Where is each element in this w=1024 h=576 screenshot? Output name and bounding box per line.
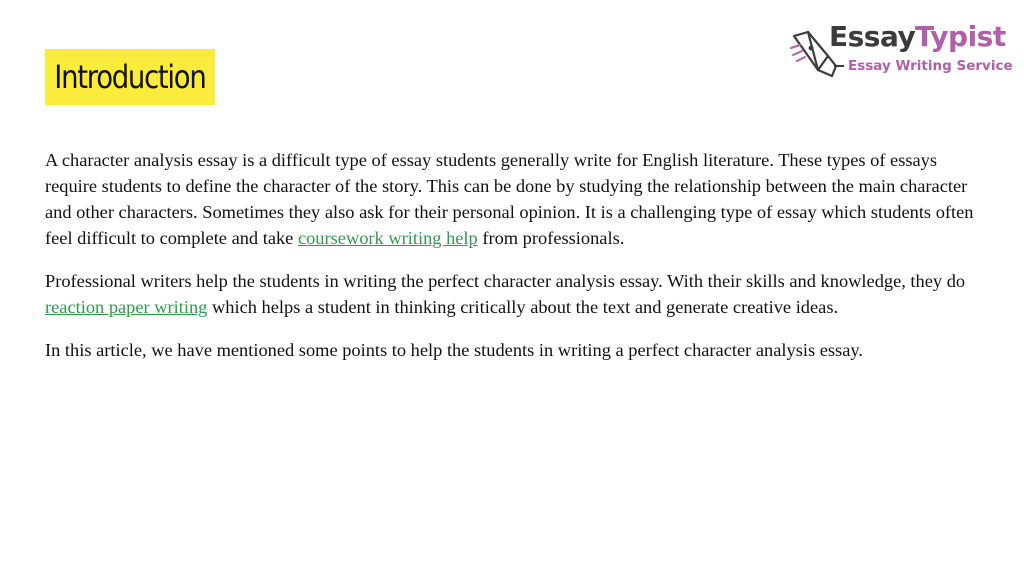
logo-dash [834,65,844,70]
paragraph-writers-text: Professional writers help the students in writing the perfect character analysis essay. With their skills and knowledge, they do [45,271,966,291]
paragraph-writers-tail: which helps a student in thinking critically about the text and generate creative ideas. [207,297,839,317]
paragraph-intro-text: A character analysis essay is a difficult type of essay students generally write for English literature. These types of essays require students to define the character of the story. This can be done by studying the relationship between the main character and other characters. Sometimes they also ask for their personal opinion. It is a challenging type of essay which students often feel difficult to complete and take [45,150,974,248]
logo-word-typist: Typist [915,20,1006,53]
title-highlight [45,49,215,105]
paragraph-article [45,337,990,363]
logo-word-essay: Essay [829,20,916,53]
logo-tagline: Essay Writing Service [848,58,1013,74]
brand-logo[interactable] [788,20,1013,80]
coursework-writing-help-link[interactable]: coursework writing help [297,228,478,248]
paragraph-intro [45,147,990,251]
reaction-paper-writing-link[interactable]: reaction paper writing [45,297,208,317]
paragraph-writers [45,268,990,320]
paragraph-intro-tail: from professionals. [477,228,625,248]
page-title: Introduction [54,58,206,96]
body-text [45,147,990,380]
paragraph-article-text: In this article, we have mentioned some points to help the students in writing a perfect character analysis essay. [45,340,863,360]
